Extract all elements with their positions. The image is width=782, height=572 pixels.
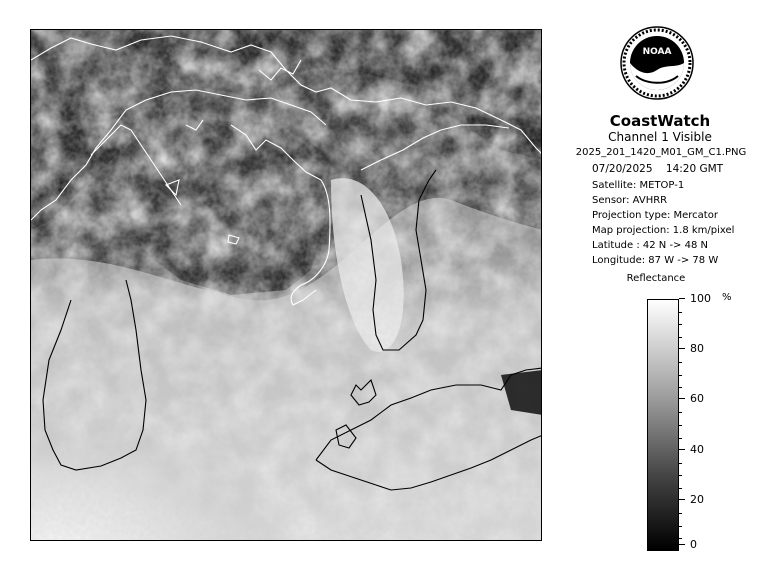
colorbar-tick: [679, 393, 739, 405]
colorbar-minor-tick: [679, 375, 682, 376]
projection-type-label: Projection type: Mercator: [592, 210, 718, 221]
map-projection-label: Map projection: 1.8 km/pixel: [592, 225, 735, 236]
tick-label: 20: [690, 493, 704, 506]
colorbar-title: Reflectance: [626, 273, 686, 284]
sensor-label: Sensor: AVHRR: [592, 195, 668, 206]
colorbar-minor-tick: [679, 324, 682, 325]
colorbar-ticks: [679, 292, 739, 551]
colorbar-tick: [679, 494, 739, 506]
logo-text: NOAA: [642, 47, 672, 57]
noaa-logo-icon: [618, 18, 696, 108]
colorbar-minor-tick: [679, 488, 682, 489]
datetime-label: [592, 163, 723, 175]
colorbar-minor-tick: [679, 337, 682, 338]
tick-label: 60: [690, 392, 704, 405]
app-title: CoastWatch: [609, 112, 711, 130]
tick-label: 100: [690, 292, 711, 305]
colorbar-minor-tick: [679, 362, 682, 363]
tick-label: 80: [690, 342, 704, 355]
colorbar-tick: [679, 444, 739, 456]
colorbar-minor-tick: [679, 463, 682, 464]
channel-label: Channel 1 Visible: [608, 130, 712, 144]
latitude-label: Latitude : 42 N -> 48 N: [592, 240, 708, 251]
filename-label: 2025_201_1420_M01_GM_C1.PNG: [575, 147, 747, 158]
colorbar-minor-tick: [679, 425, 682, 426]
colorbar-minor-tick: [679, 312, 682, 313]
colorbar-minor-tick: [679, 513, 682, 514]
longitude-label: Longitude: 87 W -> 78 W: [592, 255, 719, 266]
satellite-label: Satellite: METOP-1: [592, 180, 685, 191]
colorbar-tick: [679, 343, 739, 355]
tick-label: 0: [690, 538, 697, 551]
satellite-map: [31, 30, 542, 541]
colorbar-minor-tick: [679, 387, 682, 388]
image-texture: [31, 30, 542, 541]
tick-label: 40: [690, 443, 704, 456]
date-value: 07/20/2025: [592, 163, 653, 175]
colorbar-minor-tick: [679, 438, 682, 439]
satellite-image: [30, 29, 542, 541]
colorbar-minor-tick: [679, 526, 682, 527]
colorbar: [647, 299, 679, 551]
colorbar-minor-tick: [679, 475, 682, 476]
colorbar-tick: [679, 293, 739, 305]
time-value: 14:20 GMT: [665, 163, 724, 175]
colorbar-tick: [679, 539, 739, 551]
colorbar-minor-tick: [679, 538, 682, 539]
colorbar-unit: %: [722, 292, 732, 303]
colorbar-minor-tick: [679, 412, 682, 413]
